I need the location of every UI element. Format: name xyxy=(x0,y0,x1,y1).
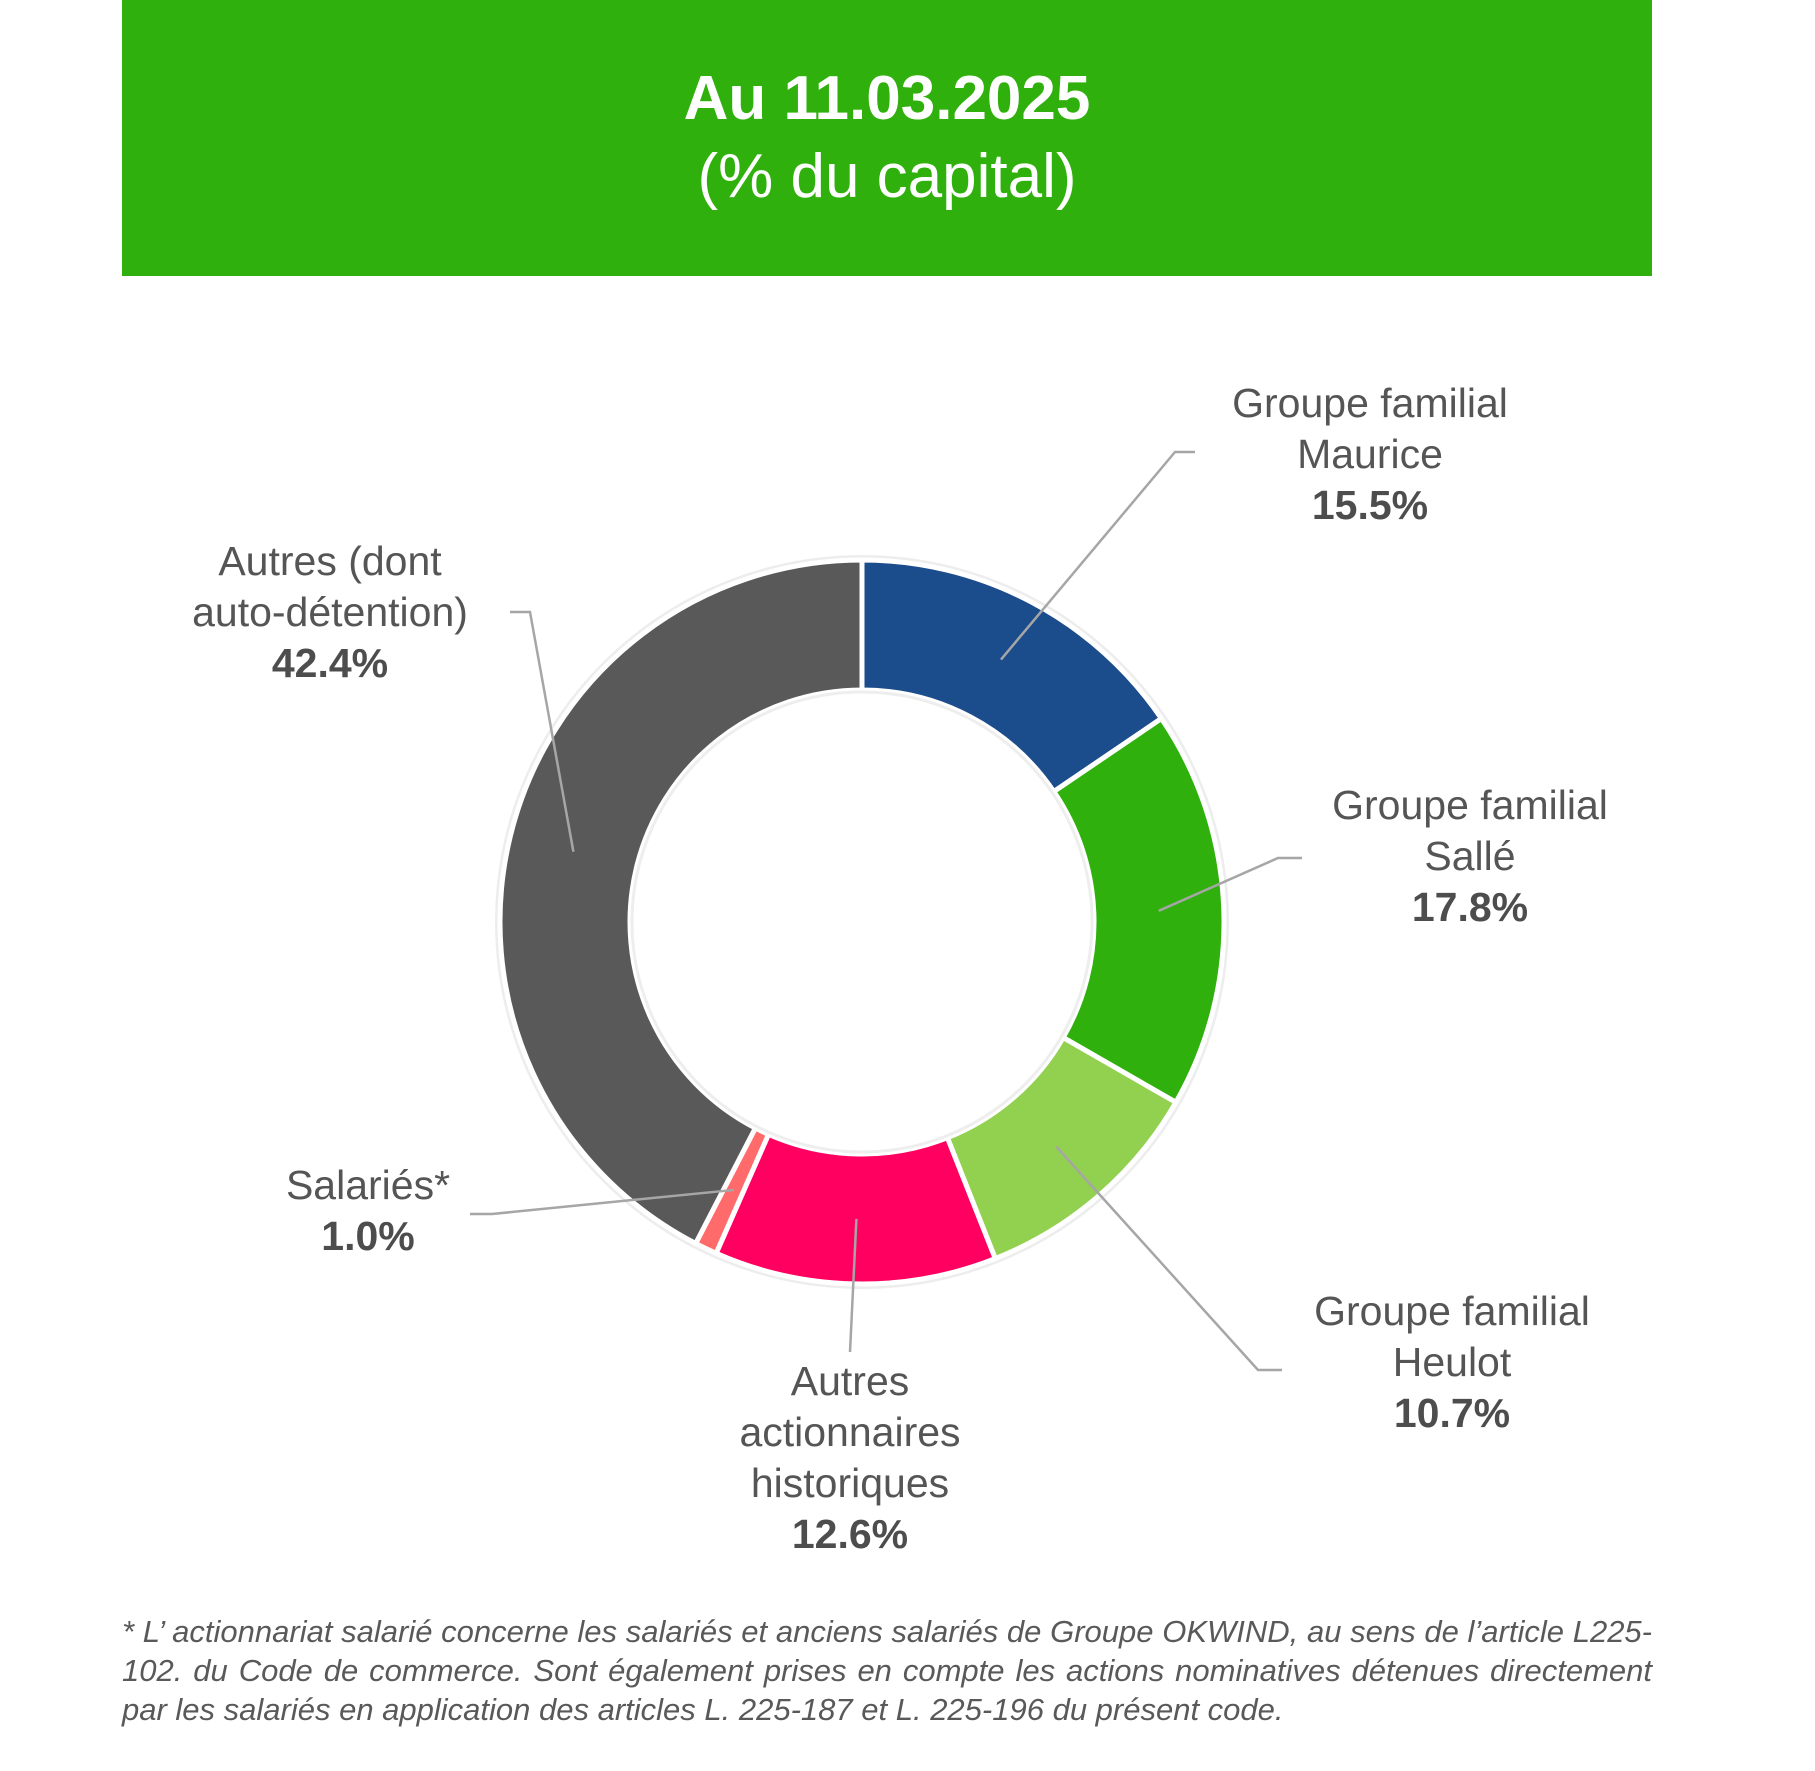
label-autres-historiques-name-3: historiques xyxy=(750,1460,950,1506)
label-groupe-heulot xyxy=(1282,1286,1622,1439)
label-groupe-heulot-name-1: Groupe familial xyxy=(1314,1288,1590,1334)
label-autres-auto-detention-name-1: Autres (dont xyxy=(218,538,442,584)
label-groupe-maurice xyxy=(1200,378,1540,531)
label-groupe-maurice-name-2: Maurice xyxy=(1297,431,1443,477)
label-groupe-salle-name-2: Sallé xyxy=(1424,833,1516,879)
chart-subtitle: (% du capital) xyxy=(697,142,1077,211)
label-salaries-value: 1.0% xyxy=(321,1213,415,1259)
label-autres-historiques-name-1: Autres xyxy=(790,1358,910,1404)
label-salaries-name-1: Salariés* xyxy=(285,1162,451,1208)
label-autres-historiques-name-2: actionnaires xyxy=(739,1409,961,1455)
chart-title: Au 11.03.2025 xyxy=(683,64,1091,133)
label-groupe-salle xyxy=(1300,780,1640,933)
label-groupe-heulot-name-2: Heulot xyxy=(1392,1339,1512,1385)
label-autres-auto-detention xyxy=(150,536,510,689)
label-autres-historiques xyxy=(700,1356,1000,1560)
label-groupe-heulot-value: 10.7% xyxy=(1393,1390,1511,1436)
label-groupe-maurice-name-1: Groupe familial xyxy=(1232,380,1508,426)
label-groupe-salle-name-1: Groupe familial xyxy=(1332,782,1608,828)
label-salaries xyxy=(248,1160,488,1262)
label-groupe-maurice-value: 15.5% xyxy=(1311,482,1429,528)
label-groupe-salle-value: 17.8% xyxy=(1411,884,1529,930)
label-autres-auto-detention-name-2: auto-détention) xyxy=(192,589,468,635)
footnote: * L’ actionnariat salarié concerne les salariés et anciens salariés de Groupe OKWIND, au sens de l’article L225-102. du Code de commerce. Sont également prises en compte les actions nominatives détenues directement par les salariés en application des articles L. 225-187 et L. 225-196 du présent code. xyxy=(122,1614,1652,1727)
label-autres-historiques-value: 12.6% xyxy=(791,1511,909,1557)
donut-hole xyxy=(632,692,1092,1152)
label-autres-auto-detention-value: 42.4% xyxy=(271,640,389,686)
